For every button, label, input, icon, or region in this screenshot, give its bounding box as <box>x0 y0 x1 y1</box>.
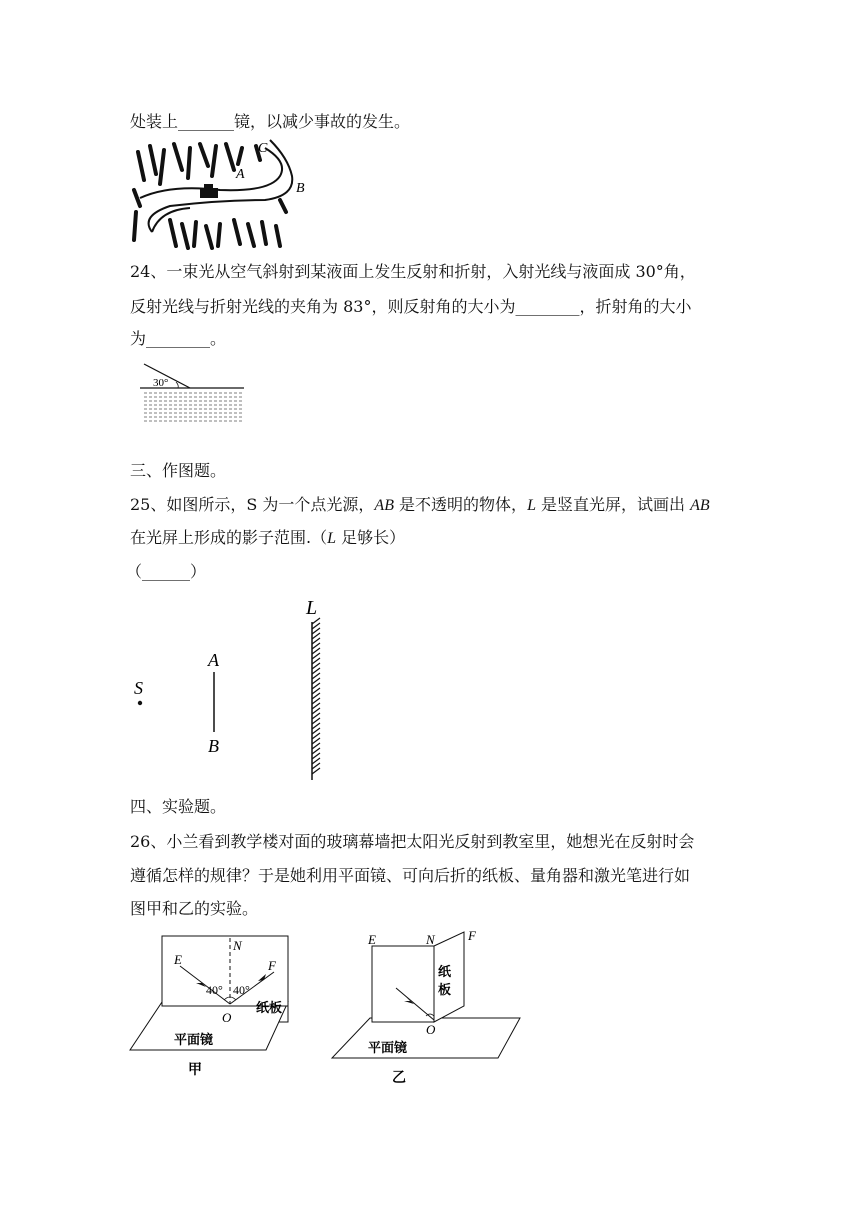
q24-liquid-figure <box>140 362 250 426</box>
jia-label-mirror: 平面镜 <box>174 1033 214 1048</box>
hatch-line <box>312 713 320 719</box>
yi-label-e: E <box>368 932 376 947</box>
hatch-line <box>312 683 320 689</box>
jia-caption: 甲 <box>188 1062 202 1078</box>
hatch-line <box>312 638 320 644</box>
hatch-line <box>312 648 320 654</box>
q24-angle-label: 30° <box>153 377 169 389</box>
q25-line2-b: L <box>327 530 336 547</box>
q26-figure-yi <box>330 928 530 1088</box>
hatch-line <box>312 628 320 634</box>
section3-title: 三、作图题。 <box>130 461 227 480</box>
hatch-line <box>312 738 320 744</box>
q25-shadow-figure <box>128 594 338 786</box>
yi-caption: 乙 <box>392 1070 406 1086</box>
jia-label-e: E <box>174 952 182 967</box>
jia-label-angle2: 40° <box>233 983 250 997</box>
hatch-line <box>312 668 320 674</box>
q23-text: 处装上_______镜，以减少事故的发生。 <box>130 112 411 131</box>
q25-label-b: B <box>208 736 219 756</box>
hatch-line <box>312 743 320 749</box>
q26-line2: 遵循怎样的规律？于是她利用平面镜、可向后折的纸板、量角器和激光笔进行如 <box>130 866 691 885</box>
jia-label-o: O <box>222 1010 232 1025</box>
q23-road-figure <box>130 140 305 250</box>
q25-screen-hatch <box>312 618 320 774</box>
q25-line1-d: L <box>527 497 536 514</box>
hatch-line <box>312 733 320 739</box>
hatch-line <box>312 698 320 704</box>
q25-line2 <box>130 528 405 549</box>
q25-line1 <box>130 495 710 516</box>
yi-label-board-2: 板 <box>438 983 452 998</box>
q23-label-a-visible: A <box>236 167 245 182</box>
hatch-line <box>312 763 320 769</box>
jia-label-f: F <box>268 958 276 973</box>
yi-label-n: N <box>426 932 435 947</box>
yi-label-f: F <box>468 928 476 943</box>
hatch-line <box>312 688 320 694</box>
hatch-line <box>312 663 320 669</box>
hatch-line <box>312 718 320 724</box>
hatch-line <box>312 753 320 759</box>
q25-label-s: S <box>134 678 143 698</box>
yi-label-board-1: 纸 <box>438 965 452 980</box>
yi-label-mirror: 平面镜 <box>368 1041 408 1056</box>
hatch-line <box>312 643 320 649</box>
hatch-line <box>312 678 320 684</box>
q25-line2-c: 足够长） <box>336 528 406 547</box>
jia-label-n: N <box>233 938 242 953</box>
q24-line1: 24、一束光从空气斜射到某液面上发生反射和折射，入射光线与液面成 30°角， <box>130 262 696 281</box>
q26-line3: 图甲和乙的实验。 <box>130 899 259 918</box>
hatch-line <box>312 703 320 709</box>
hatch-line <box>312 653 320 659</box>
jia-label-board: 纸板 <box>256 1001 283 1016</box>
yi-label-o: O <box>426 1022 436 1037</box>
q25-label-l: L <box>306 597 318 619</box>
jia-label-angle1: 40° <box>206 983 223 997</box>
hatch-line <box>312 673 320 679</box>
hatch-line <box>312 633 320 639</box>
hatch-line <box>312 768 320 774</box>
hatch-line <box>312 758 320 764</box>
q25-line1-e: 是竖直光屏，试画出 <box>535 495 691 514</box>
q26-figure-jia <box>128 932 298 1082</box>
q25-line1-f: AB <box>690 497 710 514</box>
q25-label-a: A <box>208 650 219 670</box>
hatch-line <box>312 728 320 734</box>
hatch-line <box>312 748 320 754</box>
q24-line2: 反射光线与折射光线的夹角为 83°，则反射角的大小为________，折射角的大小 <box>130 297 692 316</box>
q26-line1: 26、小兰看到教学楼对面的玻璃幕墙把太阳光反射到教室里，她想光在反射时会 <box>130 832 695 851</box>
q25-answer-blank[interactable]: （______） <box>126 562 207 581</box>
q23-label-c: C <box>258 141 268 156</box>
q25-line1-b: AB <box>374 497 394 514</box>
q25-line1-c: 是不透明的物体， <box>393 495 528 514</box>
q25-line2-a: 在光屏上形成的影子范围.（ <box>130 528 328 547</box>
hatch-line <box>312 693 320 699</box>
hatch-line <box>312 708 320 714</box>
q23-label-b: B <box>296 181 305 196</box>
q25-point-s <box>138 701 142 705</box>
q25-line1-a: 25、如图所示，S 为一个点光源， <box>130 495 375 514</box>
hatch-line <box>312 658 320 664</box>
q24-line3: 为________。 <box>130 329 227 348</box>
section4-title: 四、实验题。 <box>130 797 227 816</box>
hatch-line <box>312 623 320 629</box>
hatch-line <box>312 723 320 729</box>
